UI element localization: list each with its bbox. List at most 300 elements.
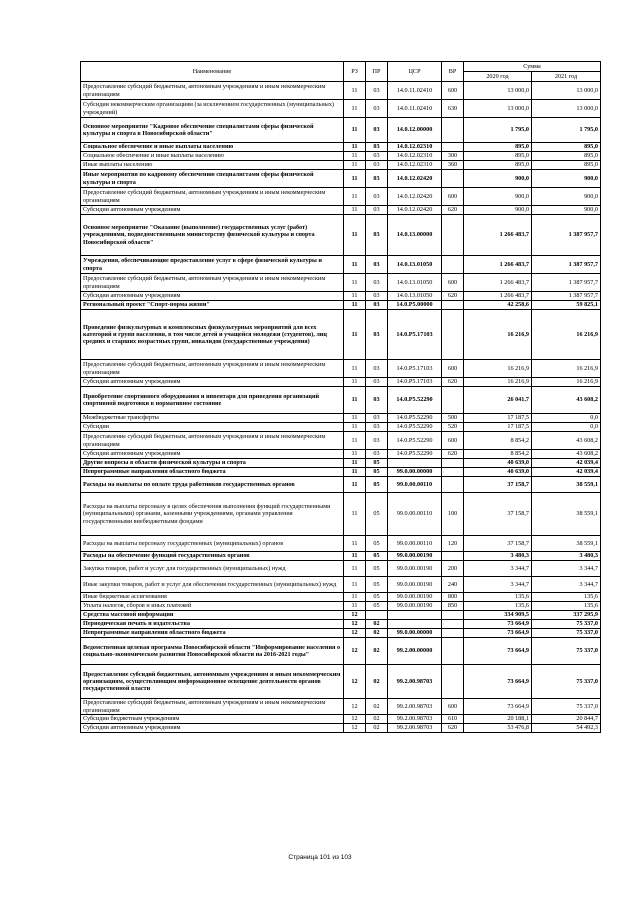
cell-2021: 895,0 (532, 143, 601, 152)
cell-vr (442, 611, 464, 620)
cell-vr (442, 468, 464, 477)
cell-name: Субсидии автономным учреждениям (81, 450, 344, 459)
cell-2020: 13 000,0 (464, 100, 532, 118)
cell-2021: 135,6 (532, 602, 601, 611)
table-row (81, 468, 601, 477)
cell-2021: 75 337,0 (532, 665, 601, 699)
cell-rz: 11 (344, 387, 366, 414)
cell-vr: 300 (442, 152, 464, 161)
table-row (81, 477, 601, 493)
cell-rz: 11 (344, 82, 366, 100)
cell-csr: 14.0.P5.17103 (388, 378, 442, 387)
cell-2020: 17 187,5 (464, 423, 532, 432)
cell-2020: 135,6 (464, 602, 532, 611)
table-row (81, 459, 601, 468)
cell-name: Предоставление субсидий бюджетным, автономным учреждениям и иным некоммерческим организациям (81, 188, 344, 206)
cell-rz: 11 (344, 118, 366, 143)
cell-csr: 14.0.12.02310 (388, 143, 442, 152)
table-row (81, 638, 601, 665)
cell-pr: 03 (366, 152, 388, 161)
table-row (81, 301, 601, 310)
cell-2020: 1 266 483,7 (464, 215, 532, 256)
cell-2020: 16 216,9 (464, 360, 532, 378)
cell-pr: 03 (366, 360, 388, 378)
cell-name: Ведомственная целевая программа Новосибирской области "Информирование населения о социально-экономическом развитии Новосибирской области на 2016-2021 годы" (81, 638, 344, 665)
cell-name: Субсидии автономным учреждениям (81, 724, 344, 733)
cell-csr: 99.0.00.00000 (388, 629, 442, 638)
cell-rz: 11 (344, 256, 366, 274)
cell-pr: 02 (366, 638, 388, 665)
cell-vr: 600 (442, 699, 464, 715)
cell-rz: 11 (344, 493, 366, 536)
cell-2020: 17 187,5 (464, 414, 532, 423)
table-row (81, 378, 601, 387)
cell-2020: 3 480,3 (464, 552, 532, 561)
table-row (81, 593, 601, 602)
cell-name: Социальное обеспечение и иные выплаты населению (81, 152, 344, 161)
cell-2020: 73 664,9 (464, 665, 532, 699)
cell-2020: 1 266 483,7 (464, 274, 532, 292)
cell-name: Предоставление субсидий бюджетным, автономным учреждениям и иным некоммерческим организациям (81, 432, 344, 450)
cell-pr: 03 (366, 82, 388, 100)
table-row (81, 432, 601, 450)
cell-2020: 895,0 (464, 161, 532, 170)
cell-csr: 14.0.12.02310 (388, 161, 442, 170)
table-row (81, 161, 601, 170)
cell-csr: 14.0.13.00000 (388, 215, 442, 256)
cell-2021: 16 216,9 (532, 360, 601, 378)
cell-vr: 600 (442, 82, 464, 100)
cell-vr: 600 (442, 432, 464, 450)
cell-2021: 895,0 (532, 152, 601, 161)
cell-2021: 43 608,2 (532, 450, 601, 459)
cell-2020: 900,0 (464, 206, 532, 215)
cell-2020: 8 854,2 (464, 432, 532, 450)
cell-name: Непрограммные направления областного бюджета (81, 468, 344, 477)
cell-vr: 360 (442, 161, 464, 170)
cell-pr: 02 (366, 665, 388, 699)
cell-2021: 20 844,7 (532, 715, 601, 724)
cell-pr: 05 (366, 561, 388, 577)
cell-name: Уплата налогов, сборов и иных платежей (81, 602, 344, 611)
cell-2021: 337 295,9 (532, 611, 601, 620)
cell-2020: 900,0 (464, 170, 532, 188)
cell-csr: 99.2.00.98703 (388, 715, 442, 724)
cell-2021: 895,0 (532, 161, 601, 170)
cell-csr (388, 459, 442, 468)
cell-2021: 3 344,7 (532, 577, 601, 593)
table-row (81, 100, 601, 118)
cell-2020: 135,6 (464, 593, 532, 602)
cell-vr: 630 (442, 100, 464, 118)
table-row (81, 310, 601, 360)
cell-csr: 14.0.P5.00000 (388, 301, 442, 310)
cell-pr: 05 (366, 477, 388, 493)
cell-vr: 620 (442, 378, 464, 387)
cell-2021: 75 337,0 (532, 638, 601, 665)
cell-2021: 900,0 (532, 188, 601, 206)
cell-2020: 40 639,0 (464, 468, 532, 477)
table-row (81, 699, 601, 715)
cell-rz: 11 (344, 100, 366, 118)
cell-rz: 11 (344, 360, 366, 378)
table-row (81, 387, 601, 414)
table-row (81, 292, 601, 301)
cell-2021: 42 039,4 (532, 459, 601, 468)
table-row (81, 118, 601, 143)
cell-2021: 16 216,9 (532, 310, 601, 360)
cell-name: Иные выплаты населению (81, 161, 344, 170)
cell-name: Предоставление субсидий бюджетным, автономным учреждениям и иным некоммерческим организациям, осуществляющим информационное освещение деятельности органов государственной власти (81, 665, 344, 699)
table-row (81, 450, 601, 459)
cell-name: Проведение физкультурных и комплексных физкультурных мероприятий для всех категорий и групп населения, в том числе детей и учащейся молодежи (студентов), лиц средних и старших возрастных групп, инвалидов (государственные учреждения) (81, 310, 344, 360)
cell-csr: 14.0.P5.17103 (388, 360, 442, 378)
cell-2020: 40 639,0 (464, 459, 532, 468)
cell-rz: 11 (344, 215, 366, 256)
cell-name: Основное мероприятие "Оказание (выполнение) государственных услуг (работ) учреждениями, подведомственными министерству физической культуры и спорта Новосибирской области" (81, 215, 344, 256)
cell-vr (442, 552, 464, 561)
cell-2020: 73 664,9 (464, 638, 532, 665)
cell-name: Иные закупки товаров, работ и услуг для обеспечения государственных (муниципальных) нужд (81, 577, 344, 593)
cell-2020: 73 664,9 (464, 699, 532, 715)
cell-pr: 03 (366, 274, 388, 292)
cell-rz: 11 (344, 292, 366, 301)
cell-csr: 14.0.13.01050 (388, 256, 442, 274)
cell-name: Расходы на выплаты по оплате труда работников государственных органов (81, 477, 344, 493)
cell-csr: 14.0.11.02410 (388, 100, 442, 118)
table-row (81, 577, 601, 593)
table-row (81, 152, 601, 161)
cell-vr (442, 143, 464, 152)
cell-vr: 850 (442, 602, 464, 611)
cell-2021: 75 337,0 (532, 699, 601, 715)
cell-pr: 03 (366, 188, 388, 206)
cell-csr: 99.0.00.00190 (388, 552, 442, 561)
cell-vr: 240 (442, 577, 464, 593)
cell-2021: 1 387 957,7 (532, 274, 601, 292)
cell-2020: 37 158,7 (464, 477, 532, 493)
cell-2021: 54 492,3 (532, 724, 601, 733)
table-row (81, 206, 601, 215)
cell-vr: 600 (442, 274, 464, 292)
cell-2021: 900,0 (532, 206, 601, 215)
cell-pr: 03 (366, 310, 388, 360)
cell-2021: 3 344,7 (532, 561, 601, 577)
cell-rz: 12 (344, 665, 366, 699)
table-row (81, 423, 601, 432)
cell-csr: 99.0.00.00110 (388, 536, 442, 552)
cell-2020: 1 266 483,7 (464, 292, 532, 301)
cell-csr: 14.0.P5.52290 (388, 414, 442, 423)
cell-2020: 37 158,7 (464, 493, 532, 536)
cell-csr: 14.0.P5.52290 (388, 387, 442, 414)
table-row (81, 620, 601, 629)
cell-vr: 620 (442, 206, 464, 215)
cell-pr: 03 (366, 143, 388, 152)
cell-2021: 3 480,3 (532, 552, 601, 561)
table-row (81, 665, 601, 699)
cell-pr: 03 (366, 256, 388, 274)
table-row (81, 602, 601, 611)
cell-vr (442, 301, 464, 310)
cell-rz: 11 (344, 552, 366, 561)
table-row (81, 170, 601, 188)
cell-name: Субсидии автономным учреждениям (81, 292, 344, 301)
cell-name: Предоставление субсидий бюджетным, автономным учреждениям и иным некоммерческим организациям (81, 699, 344, 715)
cell-2021: 38 559,1 (532, 493, 601, 536)
cell-csr: 99.0.00.00000 (388, 468, 442, 477)
table-row (81, 715, 601, 724)
cell-vr (442, 620, 464, 629)
cell-2021: 0,0 (532, 414, 601, 423)
table-row (81, 724, 601, 733)
cell-2020: 73 664,9 (464, 620, 532, 629)
cell-rz: 12 (344, 724, 366, 733)
cell-pr: 03 (366, 378, 388, 387)
cell-csr: 99.2.00.98703 (388, 699, 442, 715)
cell-2021: 75 337,0 (532, 620, 601, 629)
cell-csr: 14.0.11.02410 (388, 82, 442, 100)
cell-rz: 11 (344, 274, 366, 292)
cell-rz: 11 (344, 152, 366, 161)
cell-2020: 1 795,0 (464, 118, 532, 143)
cell-vr: 600 (442, 360, 464, 378)
cell-csr: 14.0.13.01050 (388, 292, 442, 301)
cell-2020: 13 000,0 (464, 82, 532, 100)
cell-csr: 99.0.00.00110 (388, 493, 442, 536)
col-header-vr: ВР (442, 62, 464, 82)
cell-csr: 99.2.00.98703 (388, 724, 442, 733)
cell-vr (442, 215, 464, 256)
cell-pr: 05 (366, 602, 388, 611)
cell-csr: 99.0.00.00190 (388, 602, 442, 611)
cell-rz: 11 (344, 161, 366, 170)
cell-pr: 02 (366, 620, 388, 629)
cell-vr (442, 629, 464, 638)
cell-rz: 11 (344, 170, 366, 188)
cell-name: Закупка товаров, работ и услуг для государственных (муниципальных) нужд (81, 561, 344, 577)
cell-2020: 3 344,7 (464, 577, 532, 593)
cell-csr: 14.0.12.02420 (388, 170, 442, 188)
cell-csr: 99.0.00.00190 (388, 561, 442, 577)
cell-name: Субсидии автономным учреждениям (81, 206, 344, 215)
col-header-2021: 2021 год (532, 72, 601, 82)
table-row (81, 611, 601, 620)
table-body (81, 82, 601, 733)
cell-vr: 100 (442, 493, 464, 536)
cell-vr: 620 (442, 724, 464, 733)
cell-rz: 11 (344, 414, 366, 423)
cell-2020: 3 344,7 (464, 561, 532, 577)
cell-vr (442, 665, 464, 699)
cell-csr: 14.0.13.01050 (388, 274, 442, 292)
cell-pr: 03 (366, 387, 388, 414)
table-row (81, 256, 601, 274)
cell-rz: 11 (344, 602, 366, 611)
cell-pr: 05 (366, 593, 388, 602)
cell-csr: 14.0.12.00000 (388, 118, 442, 143)
cell-pr: 02 (366, 699, 388, 715)
cell-pr: 03 (366, 423, 388, 432)
cell-pr: 03 (366, 100, 388, 118)
cell-2021: 0,0 (532, 423, 601, 432)
cell-vr (442, 170, 464, 188)
table-row (81, 561, 601, 577)
cell-csr: 99.0.00.00190 (388, 593, 442, 602)
cell-pr: 05 (366, 536, 388, 552)
cell-name: Учреждения, обеспечивающие предоставление услуг в сфере физической культуры и спорта (81, 256, 344, 274)
cell-rz: 11 (344, 477, 366, 493)
cell-csr: 99.2.00.98703 (388, 665, 442, 699)
cell-name: Предоставление субсидий бюджетным, автономным учреждениям и иным некоммерческим организациям (81, 82, 344, 100)
cell-vr: 600 (442, 188, 464, 206)
table-row (81, 188, 601, 206)
cell-2021: 1 387 957,7 (532, 215, 601, 256)
cell-csr (388, 620, 442, 629)
cell-rz: 11 (344, 423, 366, 432)
cell-name: Предоставление субсидий бюджетным, автономным учреждениям и иным некоммерческим организациям (81, 274, 344, 292)
cell-2020: 16 216,9 (464, 378, 532, 387)
cell-2021: 38 559,1 (532, 536, 601, 552)
cell-2020: 53 476,8 (464, 724, 532, 733)
cell-csr (388, 611, 442, 620)
cell-2021: 13 000,0 (532, 100, 601, 118)
col-header-rz: РЗ (344, 62, 366, 82)
cell-2020: 1 266 483,7 (464, 256, 532, 274)
cell-vr (442, 387, 464, 414)
cell-2020: 16 216,9 (464, 310, 532, 360)
table-row (81, 274, 601, 292)
cell-rz: 11 (344, 310, 366, 360)
cell-name: Иные мероприятия по кадровому обеспечению специалистами сферы физической культуры и спорта (81, 170, 344, 188)
cell-name: Средства массовой информации (81, 611, 344, 620)
cell-pr: 05 (366, 552, 388, 561)
cell-csr: 14.0.P5.52290 (388, 450, 442, 459)
cell-pr: 03 (366, 450, 388, 459)
cell-pr: 03 (366, 118, 388, 143)
cell-rz: 11 (344, 468, 366, 477)
col-header-2020: 2020 год (464, 72, 532, 82)
table-row (81, 82, 601, 100)
cell-2020: 37 158,7 (464, 536, 532, 552)
cell-2021: 900,0 (532, 170, 601, 188)
cell-2020: 895,0 (464, 152, 532, 161)
cell-2021: 43 608,2 (532, 387, 601, 414)
cell-2020: 334 909,5 (464, 611, 532, 620)
budget-table-page (80, 61, 600, 733)
cell-2021: 16 216,9 (532, 378, 601, 387)
cell-name: Приобретение спортивного оборудования и инвентаря для приведения организаций спортивной подготовки в нормативное состояние (81, 387, 344, 414)
cell-rz: 11 (344, 536, 366, 552)
table-row (81, 629, 601, 638)
cell-pr: 03 (366, 215, 388, 256)
cell-2020: 42 258,6 (464, 301, 532, 310)
cell-2020: 895,0 (464, 143, 532, 152)
cell-rz: 11 (344, 301, 366, 310)
cell-pr: 02 (366, 715, 388, 724)
col-header-sum: Сумма (464, 62, 601, 72)
cell-rz: 11 (344, 432, 366, 450)
cell-pr: 05 (366, 459, 388, 468)
cell-vr: 120 (442, 536, 464, 552)
cell-rz: 12 (344, 638, 366, 665)
cell-rz: 11 (344, 378, 366, 387)
cell-vr (442, 477, 464, 493)
cell-name: Субсидии бюджетным учреждениям (81, 715, 344, 724)
cell-vr (442, 256, 464, 274)
cell-2021: 42 039,4 (532, 468, 601, 477)
budget-table (80, 61, 601, 733)
cell-pr: 03 (366, 414, 388, 423)
cell-pr: 05 (366, 468, 388, 477)
cell-name: Субсидии автономным учреждениям (81, 378, 344, 387)
cell-pr (366, 611, 388, 620)
cell-pr: 03 (366, 161, 388, 170)
cell-rz: 12 (344, 699, 366, 715)
col-header-name: Наименование (81, 62, 344, 82)
cell-csr: 99.0.00.00110 (388, 477, 442, 493)
cell-vr (442, 638, 464, 665)
cell-vr: 800 (442, 593, 464, 602)
cell-name: Расходы на обеспечение функций государственных органов (81, 552, 344, 561)
cell-pr: 02 (366, 724, 388, 733)
page-footer: Страница 101 из 103 (288, 854, 352, 861)
cell-name: Межбюджетные трансферты (81, 414, 344, 423)
cell-2020: 20 188,1 (464, 715, 532, 724)
cell-2021: 135,6 (532, 593, 601, 602)
cell-rz: 11 (344, 450, 366, 459)
cell-vr (442, 310, 464, 360)
cell-vr: 620 (442, 450, 464, 459)
cell-rz: 11 (344, 206, 366, 215)
cell-name: Социальное обеспечение и иные выплаты населению (81, 143, 344, 152)
cell-name: Основное мероприятие "Кадровое обеспечение специалистами сферы физической культуры и спорта в Новосибирской области" (81, 118, 344, 143)
cell-pr: 02 (366, 629, 388, 638)
cell-2021: 38 559,1 (532, 477, 601, 493)
cell-pr: 05 (366, 577, 388, 593)
table-row (81, 360, 601, 378)
cell-name: Предоставление субсидий бюджетным, автономным учреждениям и иным некоммерческим организациям (81, 360, 344, 378)
col-header-csr: ЦСР (388, 62, 442, 82)
cell-rz: 12 (344, 620, 366, 629)
cell-csr: 14.0.P5.52290 (388, 423, 442, 432)
cell-rz: 11 (344, 593, 366, 602)
cell-name: Субсидии (81, 423, 344, 432)
cell-name: Иные бюджетные ассигнования (81, 593, 344, 602)
cell-2021: 1 387 957,7 (532, 256, 601, 274)
cell-pr: 03 (366, 292, 388, 301)
cell-pr: 03 (366, 206, 388, 215)
cell-rz: 11 (344, 143, 366, 152)
cell-2021: 75 337,0 (532, 629, 601, 638)
cell-csr: 99.0.00.00190 (388, 577, 442, 593)
cell-vr: 200 (442, 561, 464, 577)
cell-rz: 12 (344, 611, 366, 620)
table-row (81, 414, 601, 423)
cell-name: Региональный проект "Спорт-норма жизни" (81, 301, 344, 310)
col-header-pr: ПР (366, 62, 388, 82)
cell-rz: 12 (344, 715, 366, 724)
cell-pr: 03 (366, 432, 388, 450)
cell-2020: 26 041,7 (464, 387, 532, 414)
cell-rz: 11 (344, 459, 366, 468)
cell-csr: 14.0.12.02310 (388, 152, 442, 161)
cell-rz: 11 (344, 561, 366, 577)
cell-vr: 500 (442, 414, 464, 423)
cell-csr: 14.0.P5.52290 (388, 432, 442, 450)
cell-2021: 1 387 957,7 (532, 292, 601, 301)
cell-2021: 13 000,0 (532, 82, 601, 100)
